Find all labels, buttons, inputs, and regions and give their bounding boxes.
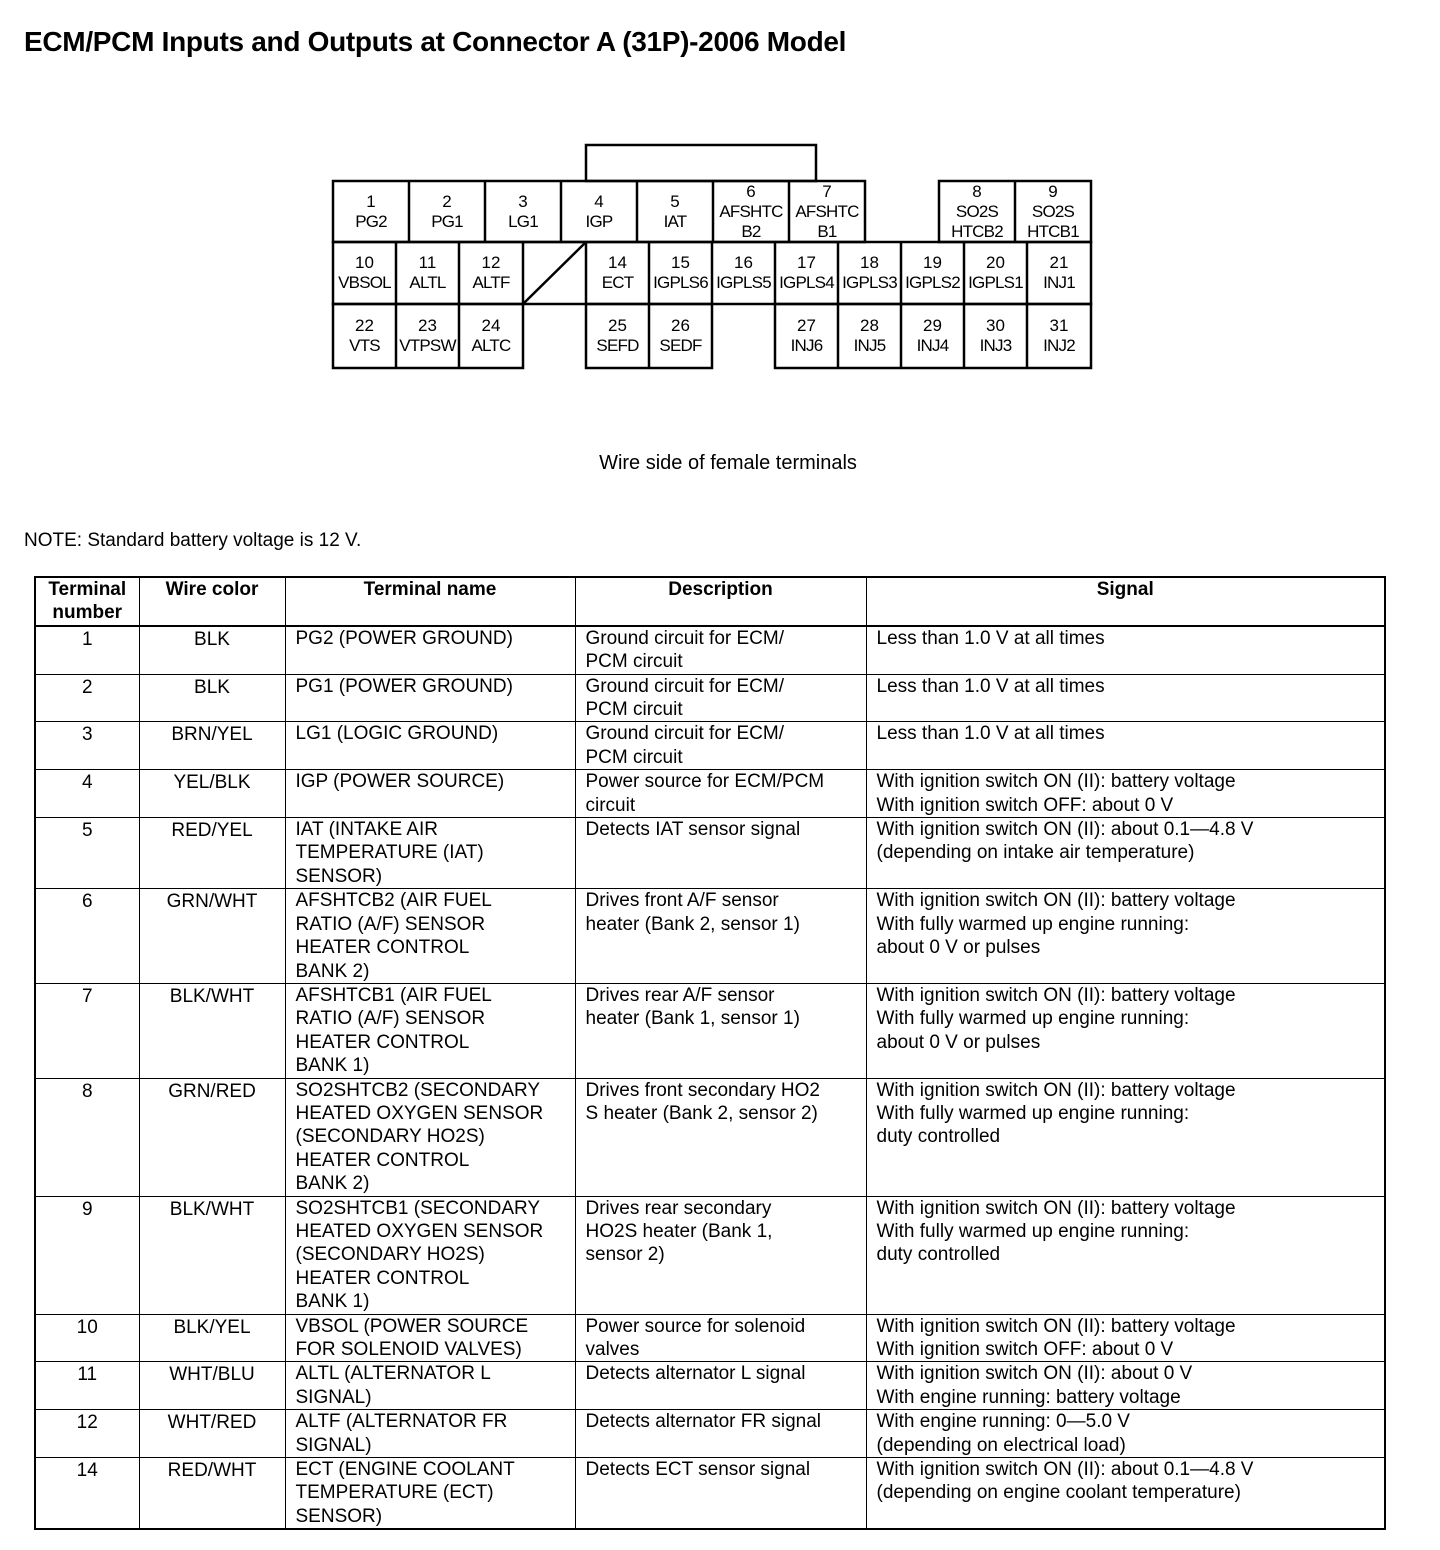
table-row <box>35 1410 1385 1458</box>
cell-terminal-name: PG2 (POWER GROUND) <box>285 626 575 674</box>
terminal-number: 20 <box>986 253 1005 272</box>
terminal-number: 1 <box>366 192 376 211</box>
cell-terminal-name: IAT (INTAKE AIR TEMPERATURE (IAT) SENSOR) <box>285 818 575 889</box>
header-description: Description <box>575 577 866 626</box>
terminal-label: VTPSW <box>399 336 456 355</box>
terminal-17 <box>775 242 838 304</box>
cell-description: Ground circuit for ECM/ PCM circuit <box>575 722 866 770</box>
cell-wire-color: BLK/YEL <box>139 1314 285 1362</box>
terminal-11 <box>396 242 459 304</box>
terminal-number: 19 <box>923 253 942 272</box>
cell-terminal-number: 14 <box>35 1458 139 1530</box>
terminal-number: 31 <box>1049 316 1069 335</box>
header-terminal-number: Terminal number <box>35 577 139 626</box>
terminal-label: INJ6 <box>790 336 823 355</box>
cell-wire-color: BLK/WHT <box>139 983 285 1078</box>
terminal-number: 22 <box>355 316 374 335</box>
terminal-29 <box>901 304 964 368</box>
terminal-label: SO2S <box>1031 202 1075 221</box>
cell-signal: With ignition switch ON (II): battery voltage With ignition switch OFF: about 0 V <box>866 770 1385 818</box>
connector-caption: Wire side of female terminals <box>599 452 857 474</box>
terminal-number: 24 <box>481 316 501 335</box>
terminal-6 <box>713 181 789 242</box>
connector-diagram <box>0 0 1440 400</box>
terminal-number: 10 <box>355 253 374 272</box>
terminal-label: B1 <box>817 222 837 241</box>
terminal-label: IGPLS3 <box>842 273 897 292</box>
terminal-label: B2 <box>741 222 761 241</box>
cell-terminal-name: ALTL (ALTERNATOR L SIGNAL) <box>285 1362 575 1410</box>
cell-terminal-number: 12 <box>35 1410 139 1458</box>
terminal-number: 26 <box>671 316 690 335</box>
terminal-7 <box>789 181 865 242</box>
cell-terminal-number: 4 <box>35 770 139 818</box>
cell-signal: Less than 1.0 V at all times <box>866 674 1385 722</box>
terminal-label: IAT <box>663 212 687 231</box>
cell-terminal-name: IGP (POWER SOURCE) <box>285 770 575 818</box>
cell-description: Detects alternator L signal <box>575 1362 866 1410</box>
terminal-label: INJ1 <box>1043 273 1075 292</box>
table-row <box>35 722 1385 770</box>
terminal-25 <box>586 304 649 368</box>
terminal-label: IGPLS1 <box>968 273 1023 292</box>
terminal-24 <box>459 304 523 368</box>
cell-terminal-name: LG1 (LOGIC GROUND) <box>285 722 575 770</box>
header-wire-color: Wire color <box>139 577 285 626</box>
page-title: ECM/PCM Inputs and Outputs at Connector A (31P)-2006 Model <box>24 26 847 57</box>
terminal-label: IGPLS5 <box>716 273 771 292</box>
terminal-label: SO2S <box>955 202 999 221</box>
terminal-15 <box>649 242 712 304</box>
terminal-number: 8 <box>972 182 982 201</box>
cell-wire-color: BLK/WHT <box>139 1196 285 1314</box>
cell-description: Ground circuit for ECM/ PCM circuit <box>575 674 866 722</box>
cell-terminal-name: SO2SHTCB1 (SECONDARY HEATED OXYGEN SENSOR (SECONDARY HO2S) HEATER CONTROL BANK 1) <box>285 1196 575 1314</box>
terminal-10 <box>333 242 396 304</box>
terminal-number: 6 <box>746 182 756 201</box>
terminal-label: AFSHTC <box>719 202 783 221</box>
table-row <box>35 1314 1385 1362</box>
cell-signal: Less than 1.0 V at all times <box>866 722 1385 770</box>
terminal-16 <box>712 242 775 304</box>
cell-terminal-number: 11 <box>35 1362 139 1410</box>
terminal-number: 29 <box>923 316 942 335</box>
table-row <box>35 1458 1385 1530</box>
cell-signal: With engine running: 0—5.0 V (depending on electrical load) <box>866 1410 1385 1458</box>
cell-terminal-number: 9 <box>35 1196 139 1314</box>
cell-description: Power source for ECM/PCM circuit <box>575 770 866 818</box>
cell-wire-color: GRN/RED <box>139 1078 285 1196</box>
table-row <box>35 983 1385 1078</box>
terminal-28 <box>838 304 901 368</box>
cell-description: Drives front secondary HO2 S heater (Bank 2, sensor 2) <box>575 1078 866 1196</box>
cell-terminal-number: 3 <box>35 722 139 770</box>
terminal-number: 28 <box>860 316 879 335</box>
cell-description: Detects ECT sensor signal <box>575 1458 866 1530</box>
cell-terminal-name: PG1 (POWER GROUND) <box>285 674 575 722</box>
terminal-label: VBSOL <box>338 273 391 292</box>
cell-signal: With ignition switch ON (II): battery voltage With fully warmed up engine running: about 0 V or pulses <box>866 889 1385 984</box>
table-header-row <box>35 577 1385 626</box>
cell-wire-color: BLK <box>139 626 285 674</box>
terminal-label: HTCB1 <box>1027 222 1079 241</box>
terminal-label: IGP <box>585 212 613 231</box>
terminal-number: 21 <box>1049 253 1069 272</box>
cell-wire-color: RED/YEL <box>139 818 285 889</box>
terminal-number: 4 <box>594 192 604 211</box>
terminal-1 <box>333 181 409 242</box>
terminal-number: 14 <box>608 253 627 272</box>
cell-description: Ground circuit for ECM/ PCM circuit <box>575 626 866 674</box>
terminal-label: PG2 <box>355 212 387 231</box>
terminal-12 <box>459 242 523 304</box>
header-terminal-name: Terminal name <box>285 577 575 626</box>
cell-wire-color: WHT/RED <box>139 1410 285 1458</box>
terminal-number: 2 <box>442 192 452 211</box>
terminal-number: 23 <box>418 316 437 335</box>
terminal-4 <box>561 181 637 242</box>
cell-terminal-name: ECT (ENGINE COOLANT TEMPERATURE (ECT) SENSOR) <box>285 1458 575 1530</box>
cell-terminal-number: 2 <box>35 674 139 722</box>
cell-terminal-number: 10 <box>35 1314 139 1362</box>
terminal-18 <box>838 242 901 304</box>
table-row <box>35 1078 1385 1196</box>
cell-terminal-number: 7 <box>35 983 139 1078</box>
cell-signal: With ignition switch ON (II): battery voltage With fully warmed up engine running: duty controlled <box>866 1196 1385 1314</box>
table-row <box>35 674 1385 722</box>
terminal-number: 11 <box>418 253 437 272</box>
cell-terminal-name: VBSOL (POWER SOURCE FOR SOLENOID VALVES) <box>285 1314 575 1362</box>
terminal-label: VTS <box>349 336 380 355</box>
terminal-label: IGPLS2 <box>905 273 960 292</box>
cell-signal: With ignition switch ON (II): about 0.1—4.8 V (depending on engine coolant temperature) <box>866 1458 1385 1530</box>
table-row <box>35 1362 1385 1410</box>
cell-signal: With ignition switch ON (II): battery voltage With ignition switch OFF: about 0 V <box>866 1314 1385 1362</box>
cell-wire-color: BLK <box>139 674 285 722</box>
cell-terminal-name: ALTF (ALTERNATOR FR SIGNAL) <box>285 1410 575 1458</box>
terminal-label: INJ3 <box>979 336 1012 355</box>
terminal-number: 18 <box>860 253 879 272</box>
terminal-number: 15 <box>671 253 690 272</box>
cell-wire-color: RED/WHT <box>139 1458 285 1530</box>
cell-terminal-name: AFSHTCB1 (AIR FUEL RATIO (A/F) SENSOR HEATER CONTROL BANK 1) <box>285 983 575 1078</box>
terminal-number: 27 <box>797 316 816 335</box>
terminal-31 <box>1027 304 1091 368</box>
cell-terminal-number: 5 <box>35 818 139 889</box>
cell-signal: With ignition switch ON (II): battery voltage With fully warmed up engine running: duty controlled <box>866 1078 1385 1196</box>
cell-signal: Less than 1.0 V at all times <box>866 626 1385 674</box>
terminal-27 <box>775 304 838 368</box>
terminal-label: INJ4 <box>916 336 949 355</box>
cell-description: Drives rear A/F sensor heater (Bank 1, sensor 1) <box>575 983 866 1078</box>
terminal-label: SEFD <box>596 336 639 355</box>
cell-description: Drives rear secondary HO2S heater (Bank 1, sensor 2) <box>575 1196 866 1314</box>
terminal-number: 3 <box>518 192 528 211</box>
terminal-label: IGPLS6 <box>653 273 708 292</box>
table-row <box>35 889 1385 984</box>
terminal-14 <box>586 242 649 304</box>
terminal-20 <box>964 242 1027 304</box>
cell-terminal-name: SO2SHTCB2 (SECONDARY HEATED OXYGEN SENSOR (SECONDARY HO2S) HEATER CONTROL BANK 2) <box>285 1078 575 1196</box>
terminal-label: ALTL <box>409 273 446 292</box>
cell-terminal-name: AFSHTCB2 (AIR FUEL RATIO (A/F) SENSOR HEATER CONTROL BANK 2) <box>285 889 575 984</box>
terminal-number: 7 <box>822 182 832 201</box>
terminal-label: ALTF <box>472 273 510 292</box>
terminal-label: PG1 <box>431 212 463 231</box>
terminal-label: SEDF <box>659 336 702 355</box>
terminal-number: 5 <box>670 192 680 211</box>
terminal-2 <box>409 181 485 242</box>
terminal-number: 12 <box>481 253 501 272</box>
terminal-label: ALTC <box>471 336 511 355</box>
terminal-label: LG1 <box>508 212 538 231</box>
cell-signal: With ignition switch ON (II): battery voltage With fully warmed up engine running: about 0 V or pulses <box>866 983 1385 1078</box>
terminal-number: 17 <box>797 253 816 272</box>
table-row <box>35 818 1385 889</box>
terminal-label: HTCB2 <box>951 222 1003 241</box>
cell-wire-color: WHT/BLU <box>139 1362 285 1410</box>
terminal-label: ECT <box>601 273 634 292</box>
terminal-19 <box>901 242 964 304</box>
terminal-label: AFSHTC <box>795 202 859 221</box>
header-signal: Signal <box>866 577 1385 626</box>
terminal-5 <box>637 181 713 242</box>
cell-terminal-number: 8 <box>35 1078 139 1196</box>
terminal-9 <box>1015 181 1091 242</box>
terminal-26 <box>649 304 712 368</box>
cell-description: Drives front A/F sensor heater (Bank 2, sensor 1) <box>575 889 866 984</box>
terminal-number: 30 <box>986 316 1005 335</box>
terminal-23 <box>396 304 459 368</box>
terminal-label: INJ2 <box>1043 336 1075 355</box>
terminal-number: 25 <box>608 316 627 335</box>
cell-description: Detects alternator FR signal <box>575 1410 866 1458</box>
note-text: NOTE: Standard battery voltage is 12 V. <box>24 530 362 551</box>
cell-wire-color: GRN/WHT <box>139 889 285 984</box>
terminal-number: 16 <box>734 253 753 272</box>
cell-terminal-number: 1 <box>35 626 139 674</box>
terminal-21 <box>1027 242 1091 304</box>
terminal-label: INJ5 <box>853 336 886 355</box>
terminal-30 <box>964 304 1027 368</box>
signal-table <box>34 576 1386 1530</box>
table-row <box>35 770 1385 818</box>
cell-description: Detects IAT sensor signal <box>575 818 866 889</box>
cell-signal: With ignition switch ON (II): about 0 V With engine running: battery voltage <box>866 1362 1385 1410</box>
cell-wire-color: YEL/BLK <box>139 770 285 818</box>
cell-terminal-number: 6 <box>35 889 139 984</box>
terminal-number: 9 <box>1048 182 1058 201</box>
table-row <box>35 626 1385 674</box>
table-row <box>35 1196 1385 1314</box>
terminal-8 <box>939 181 1015 242</box>
cell-description: Power source for solenoid valves <box>575 1314 866 1362</box>
terminal-3 <box>485 181 561 242</box>
terminal-22 <box>333 304 396 368</box>
cell-signal: With ignition switch ON (II): about 0.1—4.8 V (depending on intake air temperature) <box>866 818 1385 889</box>
terminal-label: IGPLS4 <box>779 273 834 292</box>
cell-wire-color: BRN/YEL <box>139 722 285 770</box>
